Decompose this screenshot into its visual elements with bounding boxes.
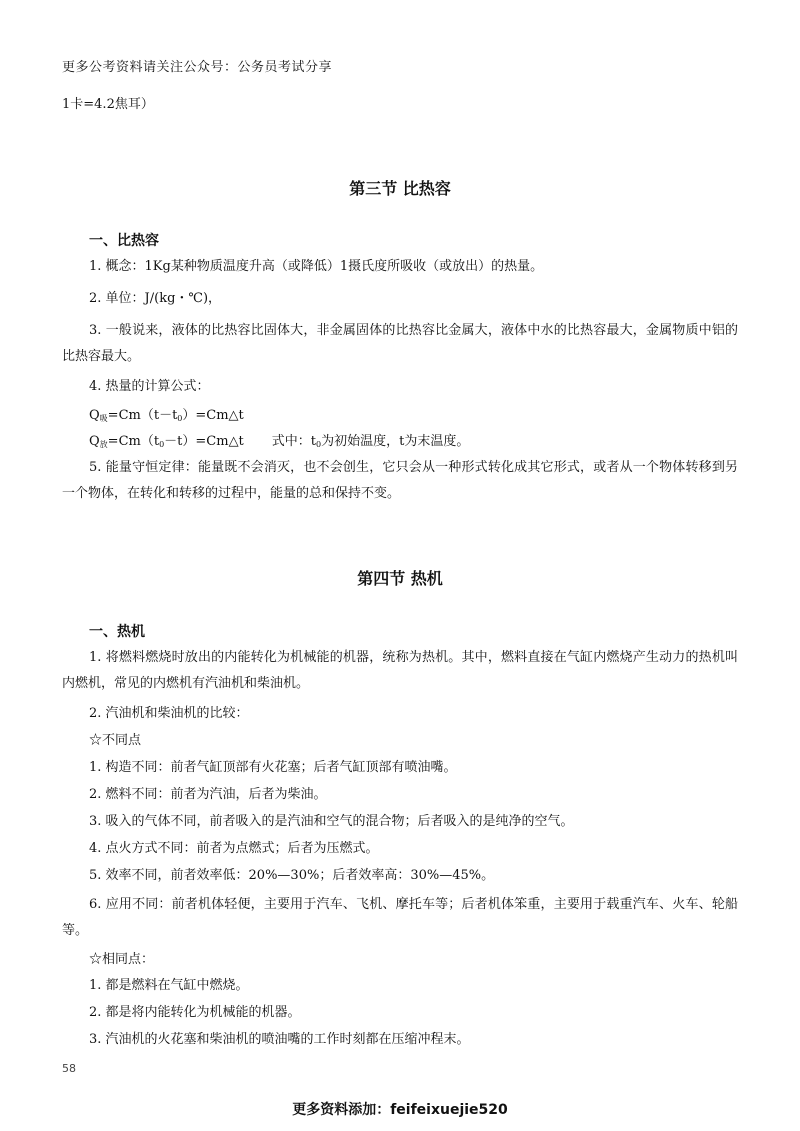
section-4-heading: 一、热机: [89, 624, 145, 640]
difference-item-2: 2. 燃料不同：前者为汽油，后者为柴油。: [89, 787, 327, 802]
formula-note: 式中：t: [271, 434, 317, 449]
s3-paragraph-4: 4. 热量的计算公式：: [89, 379, 210, 394]
difference-item-1: 1. 构造不同：前者气缸顶部有火花塞；后者气缸顶部有喷油嘴。: [89, 760, 457, 775]
formula-mid: =Cm（t: [107, 434, 160, 449]
s3-paragraph-1: 1. 概念：1Kg某种物质温度升高（或降低）1摄氏度所吸收（或放出）的热量。: [89, 259, 544, 274]
section-4-title: 第四节 热机: [357, 569, 443, 588]
formula-end: －t）=Cm△t: [164, 434, 244, 449]
formula-sub-absorb: 吸: [99, 414, 108, 423]
similarities-title: ☆相同点：: [89, 952, 155, 967]
s3-paragraph-3: 3. 一般说来，液体的比热容比固体大，非金属固体的比热容比金属大，液体中水的比热容最大，金属物质中铝的比热容最大。: [62, 323, 738, 364]
differences-title: ☆不同点: [89, 733, 142, 748]
formula-heat-absorbed: [89, 403, 244, 432]
formula-sub-zero: 0: [177, 414, 183, 423]
similarity-item-3: 3. 汽油机的火花塞和柴油机的喷油嘴的工作时刻都在压缩冲程末。: [89, 1032, 470, 1047]
footer-contact: 更多资料添加：feifeixuejie520: [292, 1102, 508, 1118]
formula-end: ）=Cm△t: [182, 408, 244, 423]
similarity-item-2: 2. 都是将内能转化为机械能的机器。: [89, 1005, 301, 1020]
formula-note-sub: 0: [316, 440, 322, 449]
formula-sub-release: 放: [99, 440, 108, 449]
s4-paragraph-1: 1. 将燃料燃烧时放出的内能转化为机械能的机器，统称为热机。其中，燃料直接在气缸内燃烧产生动力的热机叫内燃机，常见的内燃机有汽油机和柴油机。: [62, 650, 738, 691]
difference-item-5: 5. 效率不同，前者效率低：20%—30%；后者效率高：30%—45%。: [89, 868, 495, 883]
difference-item-6: 6. 应用不同：前者机体轻便，主要用于汽车、飞机、摩托车等；后者机体笨重，主要用于载重汽车、火车、轮船等。: [62, 897, 738, 938]
previous-page-continuation: 1卡=4.2焦耳）: [62, 97, 154, 112]
s3-paragraph-2: 2. 单位：J/(kg・℃)，: [89, 291, 222, 306]
formula-mid: =Cm（t－t: [107, 408, 178, 423]
formula-q: Q: [89, 408, 100, 423]
difference-item-4: 4. 点火方式不同：前者为点燃式；后者为压燃式。: [89, 841, 379, 856]
formula-sub-zero: 0: [159, 440, 165, 449]
similarity-item-1: 1. 都是燃料在气缸中燃烧。: [89, 978, 249, 993]
formula-note-end: 为初始温度，t为末温度。: [321, 434, 470, 449]
difference-item-3: 3. 吸入的气体不同，前者吸入的是汽油和空气的混合物；后者吸入的是纯净的空气。: [89, 814, 574, 829]
header-notice: 更多公考资料请关注公众号：公务员考试分享: [62, 60, 333, 75]
s4-paragraph-2: 2. 汽油机和柴油机的比较：: [89, 706, 249, 721]
section-3-heading: 一、比热容: [89, 233, 159, 249]
section-3-title: 第三节 比热容: [349, 179, 451, 198]
formula-heat-released: [89, 429, 469, 458]
page-number: 58: [62, 1062, 76, 1075]
s3-paragraph-5: 5. 能量守恒定律：能量既不会消灭，也不会创生，它只会从一种形式转化成其它形式，或者从一个物体转移到另一个物体，在转化和转移的过程中，能量的总和保持不变。: [62, 460, 738, 501]
formula-q: Q: [89, 434, 100, 449]
